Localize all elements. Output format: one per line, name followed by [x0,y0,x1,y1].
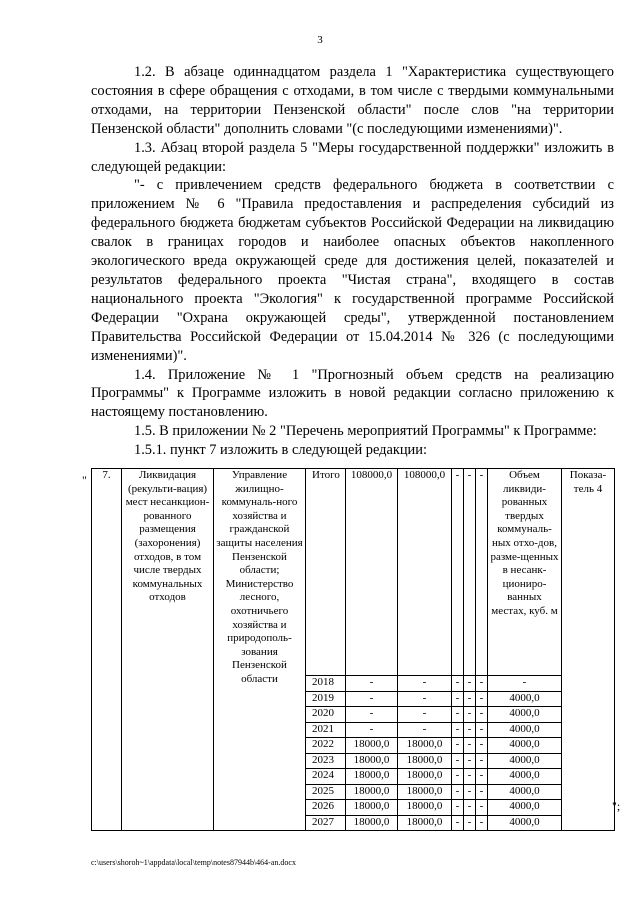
amount-cell: - [464,753,476,769]
amount-cell: 18000,0 [346,769,398,785]
indicator-value-cell: 4000,0 [488,738,562,754]
year-cell: 2025 [306,784,346,800]
amount-cell: 18000,0 [398,738,452,754]
total-label-cell: Итого [306,469,346,676]
paragraph-1-5: 1.5. В приложении № 2 "Перечень мероприятий Программы" к Программе: [134,423,597,440]
total-cell-3: - [452,469,464,676]
amount-cell: 18000,0 [346,784,398,800]
year-cell: 2024 [306,769,346,785]
amount-cell: - [398,691,452,707]
amount-cell: - [346,676,398,692]
amount-cell: 18000,0 [398,769,452,785]
indicator-value-cell: 4000,0 [488,691,562,707]
year-cell: 2020 [306,707,346,723]
year-cell: 2018 [306,676,346,692]
amount-cell: - [398,722,452,738]
amount-cell: - [452,769,464,785]
paragraph-1-4: 1.4. Приложение № 1 "Прогнозный объем средств на реализацию Программы" к Программе изложить в новой редакции согласно приложению к настоящему постановлению. [91,366,614,421]
indicator-value-cell: 4000,0 [488,784,562,800]
amount-cell: - [464,722,476,738]
total-cell-2: 108000,0 [398,469,452,676]
indicator-value-cell: 4000,0 [488,707,562,723]
year-cell: 2021 [306,722,346,738]
amount-cell: - [452,800,464,816]
amount-cell: - [476,815,488,831]
amount-cell: - [452,707,464,723]
amount-cell: - [476,676,488,692]
amount-cell: - [476,738,488,754]
amount-cell: - [452,738,464,754]
amount-cell: 18000,0 [398,753,452,769]
indicator-name-cell: Объем ликвиди-рованных твердых коммуналь-ных отхо-дов, разме-щенных в несанк-циониро-ванных местах, куб. м [488,469,562,676]
amount-cell: 18000,0 [346,738,398,754]
amount-cell: - [464,691,476,707]
amount-cell: - [476,784,488,800]
amount-cell: - [398,676,452,692]
amount-cell: - [464,800,476,816]
amount-cell: - [452,753,464,769]
amount-cell: - [346,722,398,738]
amount-cell: 18000,0 [346,753,398,769]
amount-cell: - [452,691,464,707]
indicator-value-cell: 4000,0 [488,800,562,816]
document-body [91,63,614,460]
amount-cell: - [476,722,488,738]
paragraph-1-5-1: 1.5.1. пункт 7 изложить в следующей редакции: [134,442,427,459]
amount-cell: - [346,691,398,707]
amount-cell: - [464,784,476,800]
amount-cell: - [452,815,464,831]
amount-cell: - [476,800,488,816]
indicator-value-cell: - [488,676,562,692]
indicator-code-cell: Показа-тель 4 [562,469,615,831]
table-close-quote: "; [612,799,621,813]
amount-cell: - [476,769,488,785]
total-cell-4: - [464,469,476,676]
year-cell: 2027 [306,815,346,831]
paragraph-1-3: 1.3. Абзац второй раздела 5 "Меры государственной поддержки" изложить в следующей редакции: [91,139,614,175]
table-row-total [92,469,615,676]
activity-cell: Ликвидация (рекульти-вация) мест несанкцион-рованного размещения (захоронения) отходов, в том числе твердых коммунальных отходов [122,469,214,831]
indicator-value-cell: 4000,0 [488,753,562,769]
paragraph-1-2: 1.2. В абзаце одиннадцатом раздела 1 "Характеристика существующего состояния в сфере обращения с отходами, в том числе с твердыми коммунальными отходами, на территории Пензенской области" после слов "на территории Пензенской области" дополнить словами "(с последующими изменениями)". [91,64,614,137]
activity-table [91,468,615,831]
amount-cell: - [346,707,398,723]
amount-cell: 18000,0 [398,800,452,816]
amount-cell: 18000,0 [346,815,398,831]
total-cell-5: - [476,469,488,676]
amount-cell: - [452,676,464,692]
amount-cell: - [452,784,464,800]
footer-file-path: c:\users\shoroh~1\appdata\local\temp\notes87944b\464-an.docx [91,858,296,867]
table-open-quote: " [82,473,87,487]
executor-cell: Управление жилищно-коммуналь-ного хозяйства и гражданской защиты населения Пензенской области; Министерство лесного, охотничьего хозяйства и природополь-зования Пензенской области [214,469,306,831]
amount-cell: - [464,738,476,754]
year-cell: 2022 [306,738,346,754]
paragraph-quoted-text: "- с привлечением средств федерального бюджета в соответствии с приложением № 6 "Правила предоставления и распределения субсидий из федерального бюджета бюджетам субъектов Российской Федерации на ликвидацию свалок в границах городов и наиболее опасных объектов накопленного экологического вреда окружающей среде для достижения целей, показателей и результатов федерального проекта "Чистая страна", входящего в состав национального проекта "Экология" к государственной программе Российской Федерации "Охрана окружающей среды", утвержденной постановлением Правительства Российской Федерации от 15.04.2014 № 326 (с последующими изменениями)". [91,177,614,364]
item-number-cell: 7. [92,469,122,831]
total-cell-1: 108000,0 [346,469,398,676]
year-cell: 2023 [306,753,346,769]
amount-cell: 18000,0 [346,800,398,816]
amount-cell: - [464,769,476,785]
amount-cell: - [476,707,488,723]
amount-cell: 18000,0 [398,784,452,800]
amount-cell: - [464,707,476,723]
indicator-value-cell: 4000,0 [488,815,562,831]
year-cell: 2019 [306,691,346,707]
amount-cell: - [464,815,476,831]
amount-cell: 18000,0 [398,815,452,831]
amount-cell: - [452,722,464,738]
page-number: 3 [317,34,323,46]
amount-cell: - [464,676,476,692]
year-cell: 2026 [306,800,346,816]
indicator-value-cell: 4000,0 [488,722,562,738]
amount-cell: - [476,691,488,707]
amount-cell: - [398,707,452,723]
amount-cell: - [476,753,488,769]
indicator-value-cell: 4000,0 [488,769,562,785]
